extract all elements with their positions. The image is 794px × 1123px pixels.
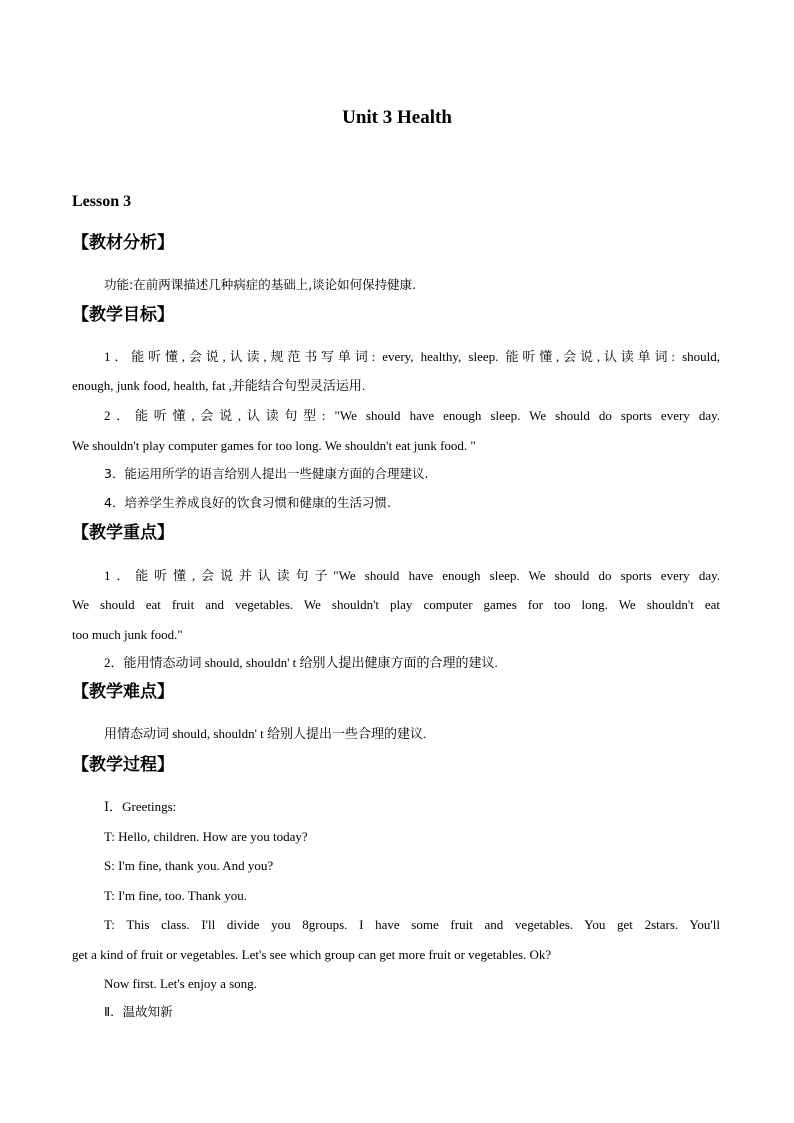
page-title: Unit 3 Health [342,107,452,128]
key-point-1-line-1: 1．能听懂,会说并认读句子"We should have enough sleep. We should do sports every day. [104,568,720,583]
goal-1-line-1: 1．能听懂,会说,认读,规范书写单词: every, healthy, sleep. 能听懂,会说,认读单词: should, [104,349,720,364]
goal-3: 3．能运用所学的语言给别人提出一些健康方面的合理建议. [104,466,429,481]
section-heading-difficulties: 【教学难点】 [72,682,174,702]
process-line-3: S: I'm fine, thank you. And you? [104,858,274,873]
key-point-2: 2．能用情态动词 should, shouldn' t 给别人提出健康方面的合理的建议. [104,655,498,670]
section-heading-analysis: 【教材分析】 [72,233,174,253]
process-line-2: T: Hello, children. How are you today? [104,829,308,844]
section-heading-process: 【教学过程】 [72,755,174,775]
goal-2-line-1: 2．能听懂,会说,认读句型: "We should have enough sleep. We should do sports every day. [104,408,720,423]
section-heading-goals: 【教学目标】 [72,305,174,325]
goal-1-line-2: enough, junk food, health, fat ,并能结合句型灵活运用. [72,378,366,393]
key-point-1-line-2: We should eat fruit and vegetables. We shouldn't play computer games for too long. We shouldn't eat [72,597,720,612]
lesson-heading: Lesson 3 [72,193,132,210]
process-line-7: Ⅱ．温故知新 [104,1004,173,1019]
process-line-5b: get a kind of fruit or vegetables. Let's see which group can get more fruit or vegetables. Ok? [72,947,552,962]
process-line-1: Ⅰ．Greetings: [104,799,177,814]
key-point-1-line-3: too much junk food." [72,627,183,642]
process-line-4: T: I'm fine, too. Thank you. [104,888,247,903]
process-line-5a: T: This class. I'll divide you 8groups. I have some fruit and vegetables. You get 2stars. You'll [104,917,720,932]
process-line-6: Now first. Let's enjoy a song. [104,976,257,991]
section-heading-key-points: 【教学重点】 [72,523,174,543]
goal-4: 4．培养学生养成良好的饮食习惯和健康的生活习惯. [104,495,391,510]
goal-2-line-2: We shouldn't play computer games for too long. We shouldn't eat junk food. " [72,438,476,453]
analysis-text: 功能:在前两课描述几种病症的基础上,谈论如何保持健康. [104,277,417,292]
difficulties-text: 用情态动词 should, shouldn' t 给别人提出一些合理的建议. [104,726,427,741]
